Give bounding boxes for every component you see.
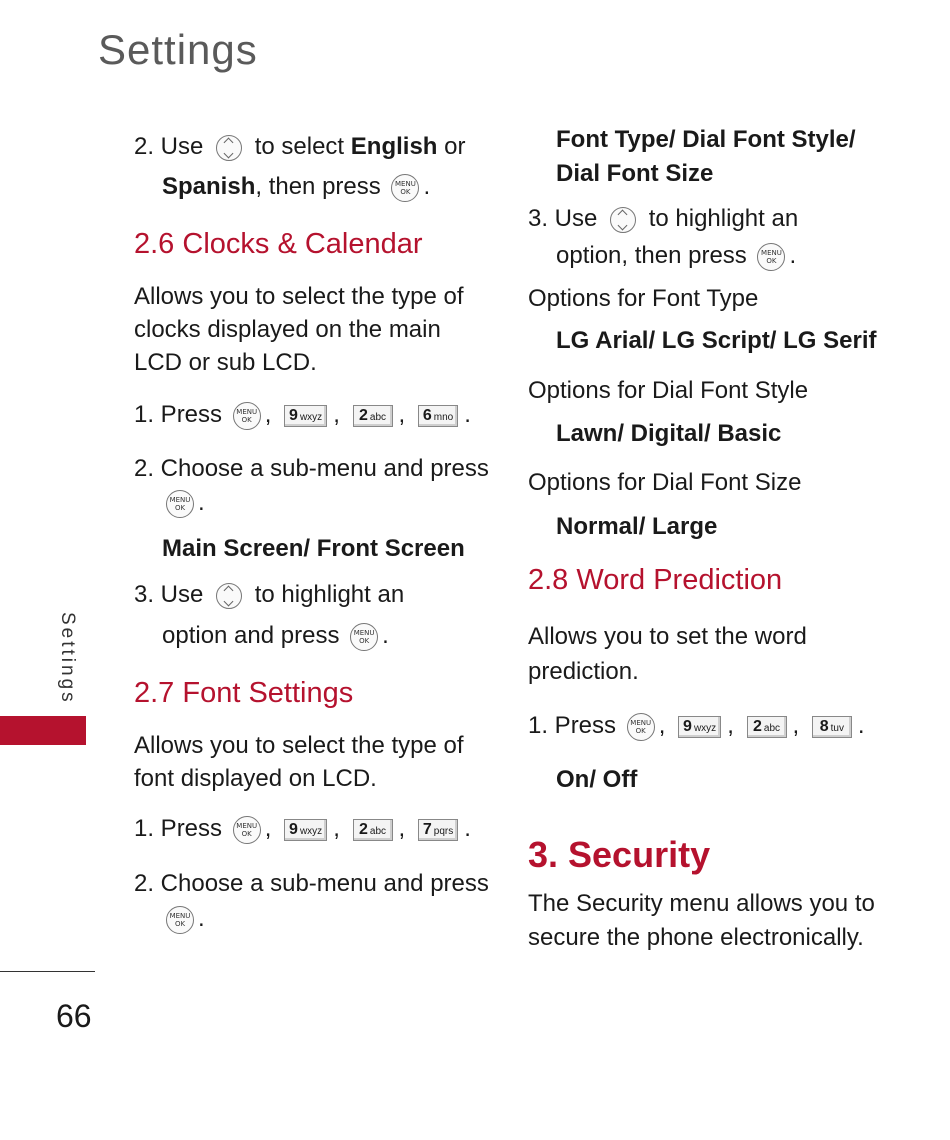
word-desc-1: Allows you to set the word [528, 623, 807, 650]
page-title: Settings [98, 26, 258, 73]
security-desc-1: The Security menu allows you to [528, 890, 875, 917]
key-6-icon: 6 mno [418, 405, 458, 427]
step-text: to select [254, 133, 345, 160]
menu-ok-key-icon: MENU OK [233, 816, 261, 844]
font-type-values: LG Arial/ LG Script/ LG Serif [556, 327, 877, 354]
key-8-icon: 8 tuv [812, 716, 852, 738]
key-2-icon: 2 abc [353, 405, 393, 427]
word-prediction-heading: 2.8 Word Prediction [528, 564, 783, 596]
navigation-key-icon [610, 207, 636, 233]
page-number: 66 [56, 998, 92, 1034]
word-desc-2: prediction. [528, 658, 639, 685]
menu-ok-key-icon: MENU OK [166, 490, 194, 518]
key-9-icon: 9 wxyz [284, 819, 327, 841]
menu-ok-key-icon: MENU OK [757, 243, 785, 271]
font-submenu-line2: Dial Font Size [556, 160, 714, 187]
key-2-icon: 2 abc [353, 819, 393, 841]
word-prediction-values: On/ Off [556, 766, 638, 793]
font-use-step-line2: option, then press MENU OK . [556, 242, 797, 269]
side-tab-label: Settings [57, 612, 78, 705]
menu-ok-key-icon: MENU OK [350, 623, 378, 651]
menu-ok-key-icon: MENU OK [391, 174, 419, 202]
menu-ok-key-icon: MENU OK [166, 906, 194, 934]
font-settings-heading: 2.7 Font Settings [134, 677, 354, 709]
font-submenu-line1: Font Type/ Dial Font Style/ [556, 126, 856, 153]
step-text: 2. Use [134, 133, 204, 160]
option-english: English [350, 133, 438, 160]
font-use-step-line1: 3. Use to highlight an [528, 205, 799, 232]
font-type-label: Options for Font Type [528, 285, 759, 312]
clocks-heading: 2.6 Clocks & Calendar [134, 228, 423, 260]
navigation-key-icon [216, 583, 242, 609]
font-choose-step: 2. Choose a sub-menu and press [134, 870, 489, 897]
navigation-key-icon [216, 135, 242, 161]
word-press-step: 1. Press MENU OK , 9 wxyz , 2 abc , 8 tuv . [528, 712, 865, 739]
side-tab-marker [0, 716, 86, 745]
font-press-step: 1. Press MENU OK , 9 wxyz , 2 abc , 7 pqrs . [134, 815, 471, 842]
dial-style-values: Lawn/ Digital/ Basic [556, 420, 782, 447]
step-text: , then press [255, 173, 381, 200]
dial-style-label: Options for Dial Font Style [528, 377, 809, 404]
clocks-use-step-line2: option and press MENU OK . [162, 622, 389, 649]
menu-ok-key-icon: MENU OK [233, 402, 261, 430]
key-2-icon: 2 abc [747, 716, 787, 738]
security-desc-2: secure the phone electronically. [528, 924, 864, 951]
key-9-icon: 9 wxyz [284, 405, 327, 427]
language-step-line1 [134, 130, 465, 163]
menu-ok-key-icon: MENU OK [627, 713, 655, 741]
key-7-icon: 7 pqrs [418, 819, 458, 841]
clocks-desc-2: clocks displayed on the main [134, 316, 441, 343]
option-spanish: Spanish [162, 173, 256, 200]
language-step-line2: Spanish, then press MENU OK . [162, 173, 431, 200]
key-9-icon: 9 wxyz [678, 716, 721, 738]
clocks-choose-step: 2. Choose a sub-menu and press [134, 455, 489, 482]
clocks-submenu-options: Main Screen/ Front Screen [162, 535, 465, 562]
clocks-choose-step-ok: MENU OK . [162, 486, 205, 519]
clocks-press-step: 1. Press MENU OK , 9 wxyz , 2 abc , 6 mno . [134, 401, 471, 428]
dial-size-values: Normal/ Large [556, 513, 718, 540]
clocks-use-step-line1: 3. Use to highlight an [134, 581, 405, 608]
step-text: or [444, 133, 466, 160]
font-desc-1: Allows you to select the type of [134, 732, 464, 759]
clocks-desc-1: Allows you to select the type of [134, 283, 464, 310]
footer-divider [0, 971, 95, 972]
font-choose-step-ok: MENU OK . [162, 902, 205, 935]
font-desc-2: font displayed on LCD. [134, 765, 377, 792]
security-heading: 3. Security [528, 834, 711, 875]
dial-size-label: Options for Dial Font Size [528, 469, 802, 496]
clocks-desc-3: LCD or sub LCD. [134, 349, 317, 376]
